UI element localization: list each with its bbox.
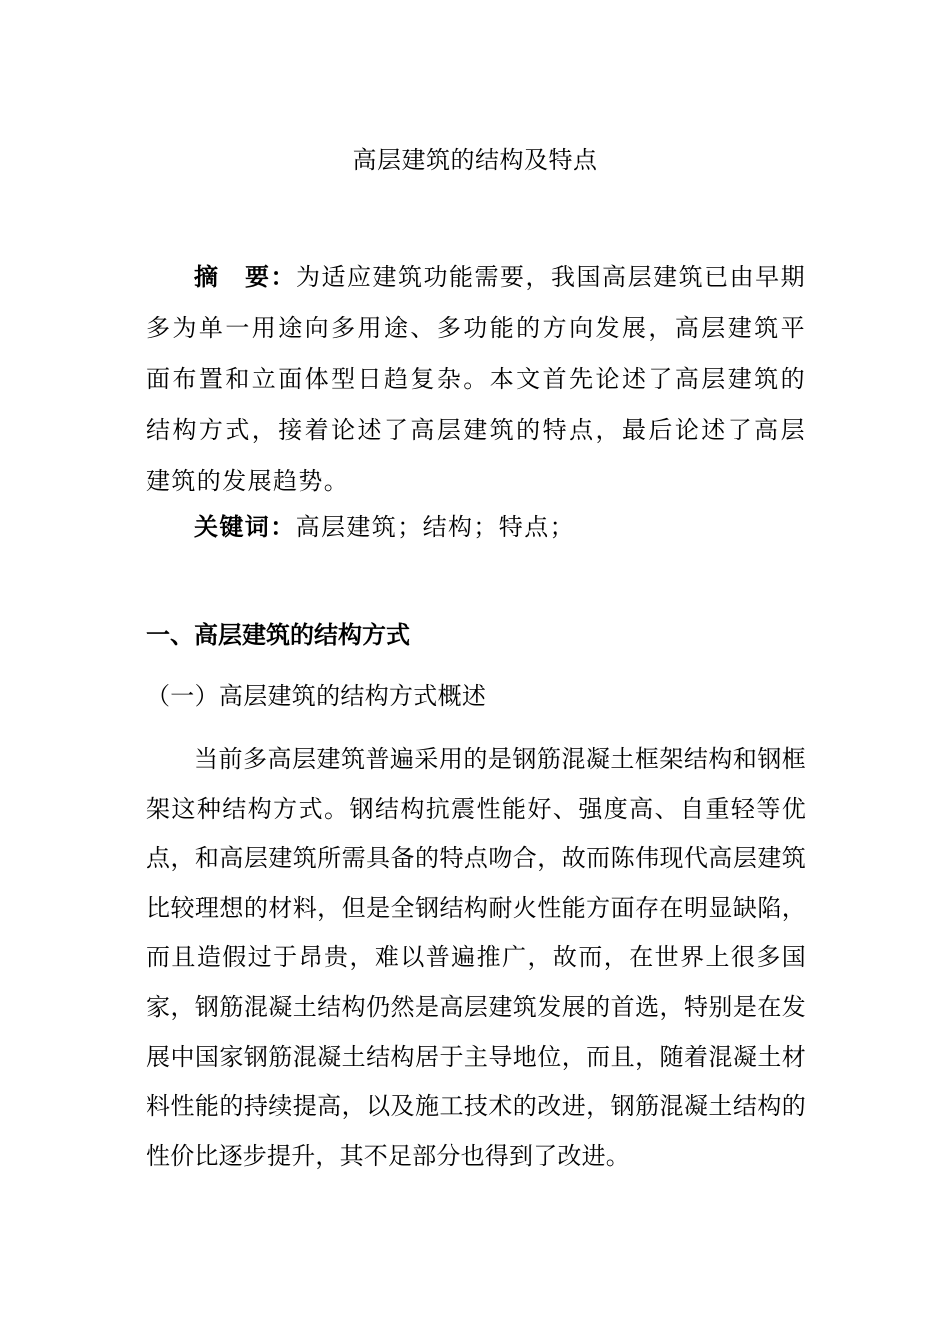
body-paragraph: 当前多高层建筑普遍采用的是钢筋混凝土框架结构和钢框架这种结构方式。钢结构抗震性能好、强度高、自重轻等优点，和高层建筑所需具备的特点吻合，故而陈伟现代高层建筑比较理想的材料，但是全钢结构耐火性能方面存在明显缺陷，而且造假过于昂贵，难以普遍推广，故而，在世界上很多国家，钢筋混凝土结构仍然是高层建筑发展的首选，特别是在发展中国家钢筋混凝土结构居于主导地位，而且，随着混凝土材料性能的持续提高，以及施工技术的改进，钢筋混凝土结构的性价比逐步提升，其不足部分也得到了改进。 bbox=[146, 745, 806, 1170]
abstract-text: 为适应建筑功能需要，我国高层建筑已由早期多为单一用途向多用途、多功能的方向发展，高层建筑平面布置和立面体型日趋复杂。本文首先论述了高层建筑的结构方式，接着论述了高层建筑的特点，最后论述了高层建筑的发展趋势。 bbox=[146, 263, 806, 495]
keywords-text: 高层建筑；结构；特点； bbox=[295, 513, 576, 541]
abstract-label: 摘 要： bbox=[194, 263, 297, 291]
abstract-paragraph bbox=[146, 252, 806, 507]
section-heading: 一、高层建筑的结构方式 bbox=[146, 621, 410, 649]
document-title: 高层建筑的结构及特点 bbox=[352, 146, 598, 174]
keywords-line bbox=[146, 502, 806, 553]
keywords-label: 关键词： bbox=[194, 513, 296, 541]
subsection-heading: （一）高层建筑的结构方式概述 bbox=[146, 682, 487, 710]
